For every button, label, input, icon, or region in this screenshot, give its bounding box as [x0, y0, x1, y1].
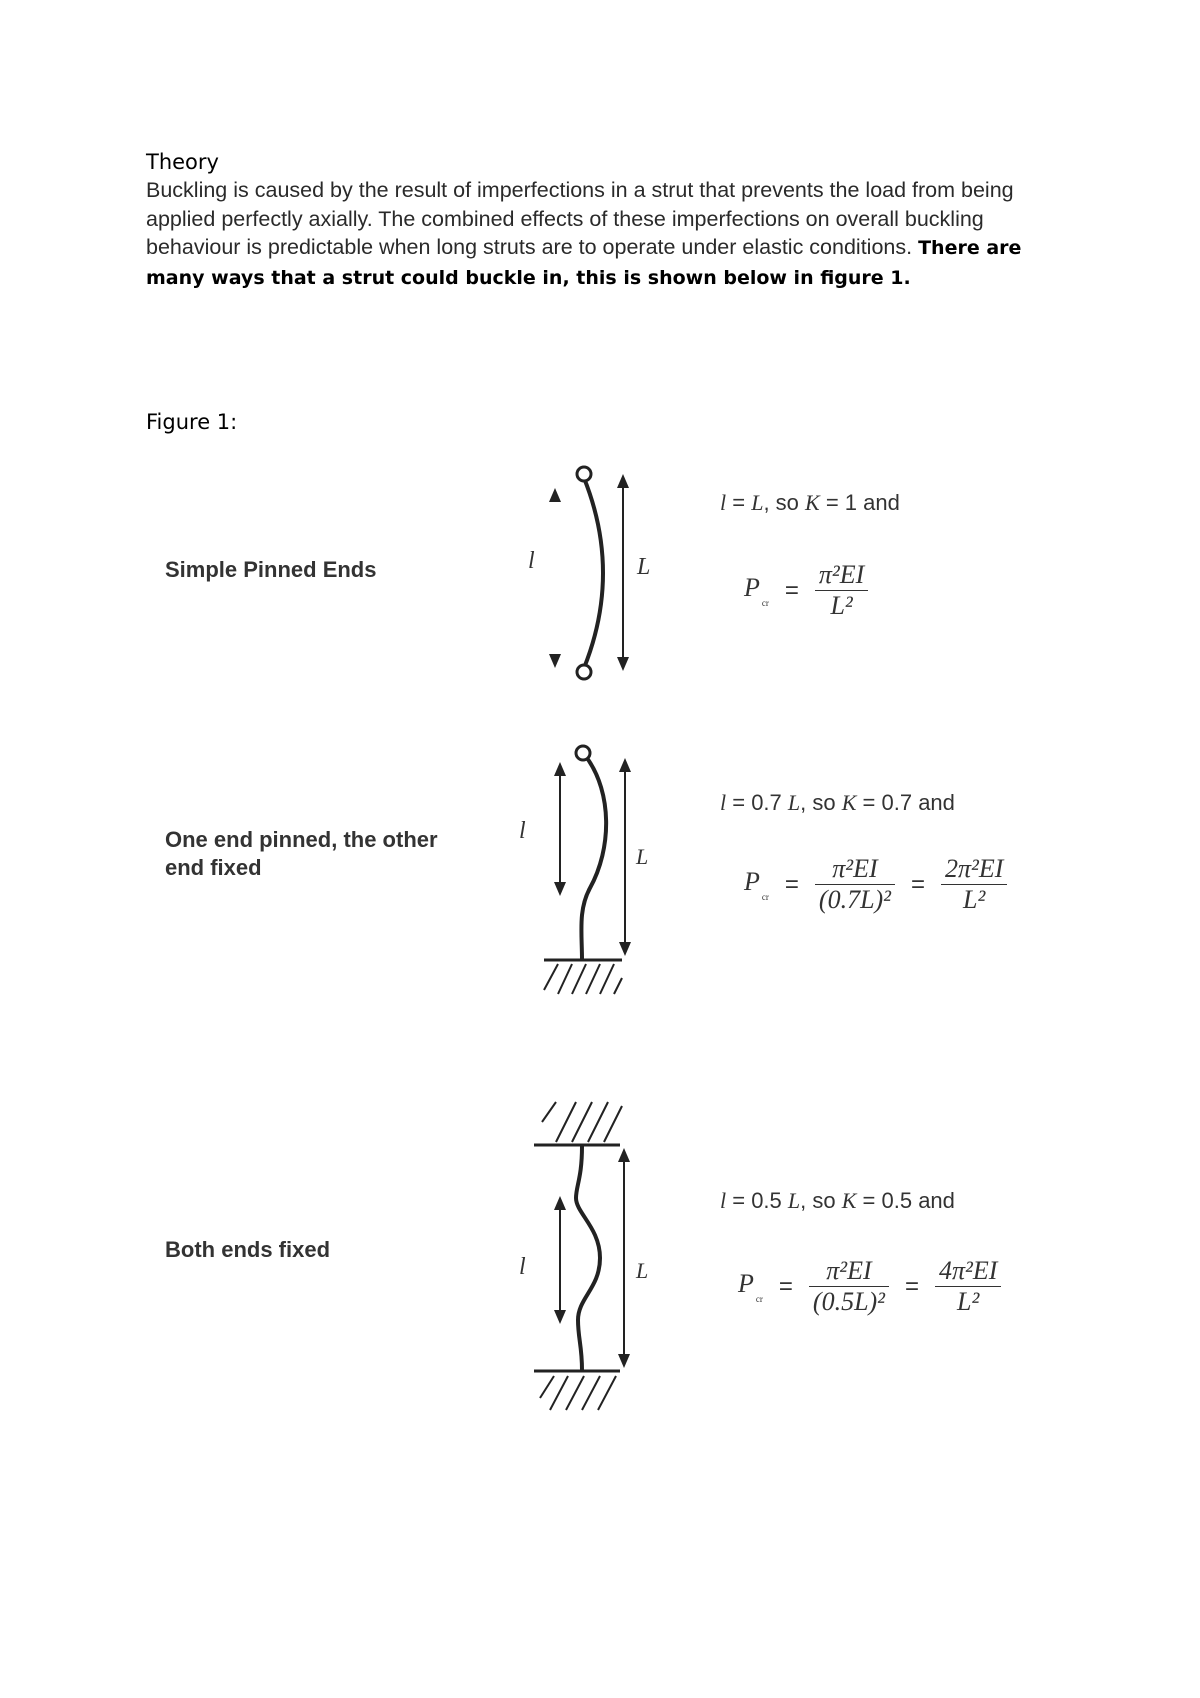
effective-length-label: l — [528, 548, 535, 574]
k-length: L — [787, 1188, 801, 1213]
length-arrow-bottom — [619, 942, 631, 956]
fraction-pinned: $\frac{\text{π²EI}}{\text{L²}}$ — [815, 560, 868, 621]
pin-top — [576, 746, 590, 760]
k-prefix: l — [720, 490, 727, 515]
k-length: L — [751, 490, 764, 515]
k-mid: , so — [763, 490, 806, 515]
effective-arrow-bottom — [554, 882, 566, 896]
k-value: = 0.5 and — [856, 1188, 955, 1213]
case-title-pinned: Simple Pinned Ends — [165, 557, 377, 582]
case-title-fixed-fixed: Both ends fixed — [165, 1237, 331, 1262]
k-value: = 0.7 and — [856, 790, 955, 815]
equals-sign: = — [910, 870, 925, 898]
k-prefix: l — [720, 790, 727, 815]
effective-arrow-bottom — [554, 1310, 566, 1324]
equation-pinned-fixed: $P_{cr}$ = $\frac{\text{π²EI}}{\text{(0.7L)²}}$ = $\frac{\text{2π²EI}}{\text{L²}}$ — [744, 854, 1007, 915]
k-symbol: K — [841, 790, 857, 815]
k-length: L — [787, 790, 801, 815]
theory-paragraph — [146, 176, 1076, 292]
length-arrow-top — [617, 474, 629, 488]
k-mid: , so — [800, 1188, 842, 1213]
k-symbol: K — [805, 490, 820, 515]
hatching-top — [542, 1102, 622, 1142]
k-mid: , so — [800, 790, 842, 815]
critical-load-symbol: $P_{cr}$ — [744, 867, 769, 902]
k-statement-pinned-fixed — [720, 790, 955, 816]
k-relation: = 0.5 — [726, 1188, 788, 1213]
k-statement-fixed-fixed — [720, 1188, 955, 1214]
effective-length-label: l — [519, 818, 526, 844]
strut-curve — [576, 1146, 600, 1370]
fraction-2: $\frac{\text{4π²EI}}{\text{L²}}$ — [935, 1256, 1001, 1317]
length-label: L — [636, 844, 649, 869]
length-label: L — [636, 1258, 649, 1283]
case-title-line2: end fixed — [165, 855, 262, 880]
equation-pinned: $P_{cr}$ = $\frac{\text{π²EI}}{\text{L²}}$ — [744, 560, 868, 621]
critical-load-symbol: $P_{cr}$ — [738, 1269, 763, 1304]
length-label: L — [637, 554, 651, 580]
critical-load-symbol: $P_{cr}$ — [744, 573, 769, 608]
section-heading: Theory — [146, 150, 219, 174]
case-title-line1: One end pinned, the other — [165, 827, 438, 852]
hatching-bottom — [540, 1376, 616, 1410]
length-arrow-bottom — [618, 1354, 630, 1368]
arrow-down-marker — [549, 654, 561, 668]
hatching-base — [544, 964, 622, 994]
k-relation: = 0.7 — [726, 790, 788, 815]
k-symbol: K — [841, 1188, 857, 1213]
fraction-2: $\frac{\text{2π²EI}}{\text{L²}}$ — [941, 854, 1007, 915]
length-arrow-bottom — [617, 657, 629, 671]
effective-length-label: l — [519, 1254, 526, 1280]
theory-text: Buckling is caused by the result of imperfections in a strut that prevents the load from being applied perfectly axially. The combined effects of these imperfections on overall buckling behaviour is predictable when long struts are to operate under elastic conditions. — [146, 178, 1014, 259]
theory-text-bold: There are many ways that a strut could buckle in, this is shown below in figure 1. — [146, 237, 1022, 289]
fraction-1: $\frac{\text{π²EI}}{\text{(0.5L)²}}$ — [809, 1256, 889, 1317]
pin-top — [577, 467, 591, 481]
effective-arrow-top — [554, 1196, 566, 1210]
figure-label: Figure 1: — [146, 410, 238, 434]
fraction-1: $\frac{\text{π²EI}}{\text{(0.7L)²}}$ — [815, 854, 895, 915]
k-relation: = — [726, 490, 752, 515]
case-title-pinned-fixed — [165, 826, 438, 882]
strut-curve — [584, 478, 603, 668]
pin-bottom — [577, 665, 591, 679]
diagram-pinned-fixed — [520, 738, 650, 1008]
length-arrow-top — [619, 758, 631, 772]
equals-sign: = — [904, 1272, 919, 1300]
diagram-pinned-ends — [510, 460, 650, 690]
arrow-up-marker — [549, 488, 561, 502]
diagram-both-fixed — [520, 1098, 650, 1418]
effective-arrow-top — [554, 762, 566, 776]
k-value: = 1 and — [819, 490, 900, 515]
equation-fixed-fixed: $P_{cr}$ = $\frac{\text{π²EI}}{\text{(0.5L)²}}$ = $\frac{\text{4π²EI}}{\text{L²}}$ — [738, 1256, 1001, 1317]
length-arrow-top — [618, 1148, 630, 1162]
k-statement-pinned — [720, 490, 900, 516]
k-prefix: l — [720, 1188, 727, 1213]
strut-curve — [581, 758, 606, 960]
